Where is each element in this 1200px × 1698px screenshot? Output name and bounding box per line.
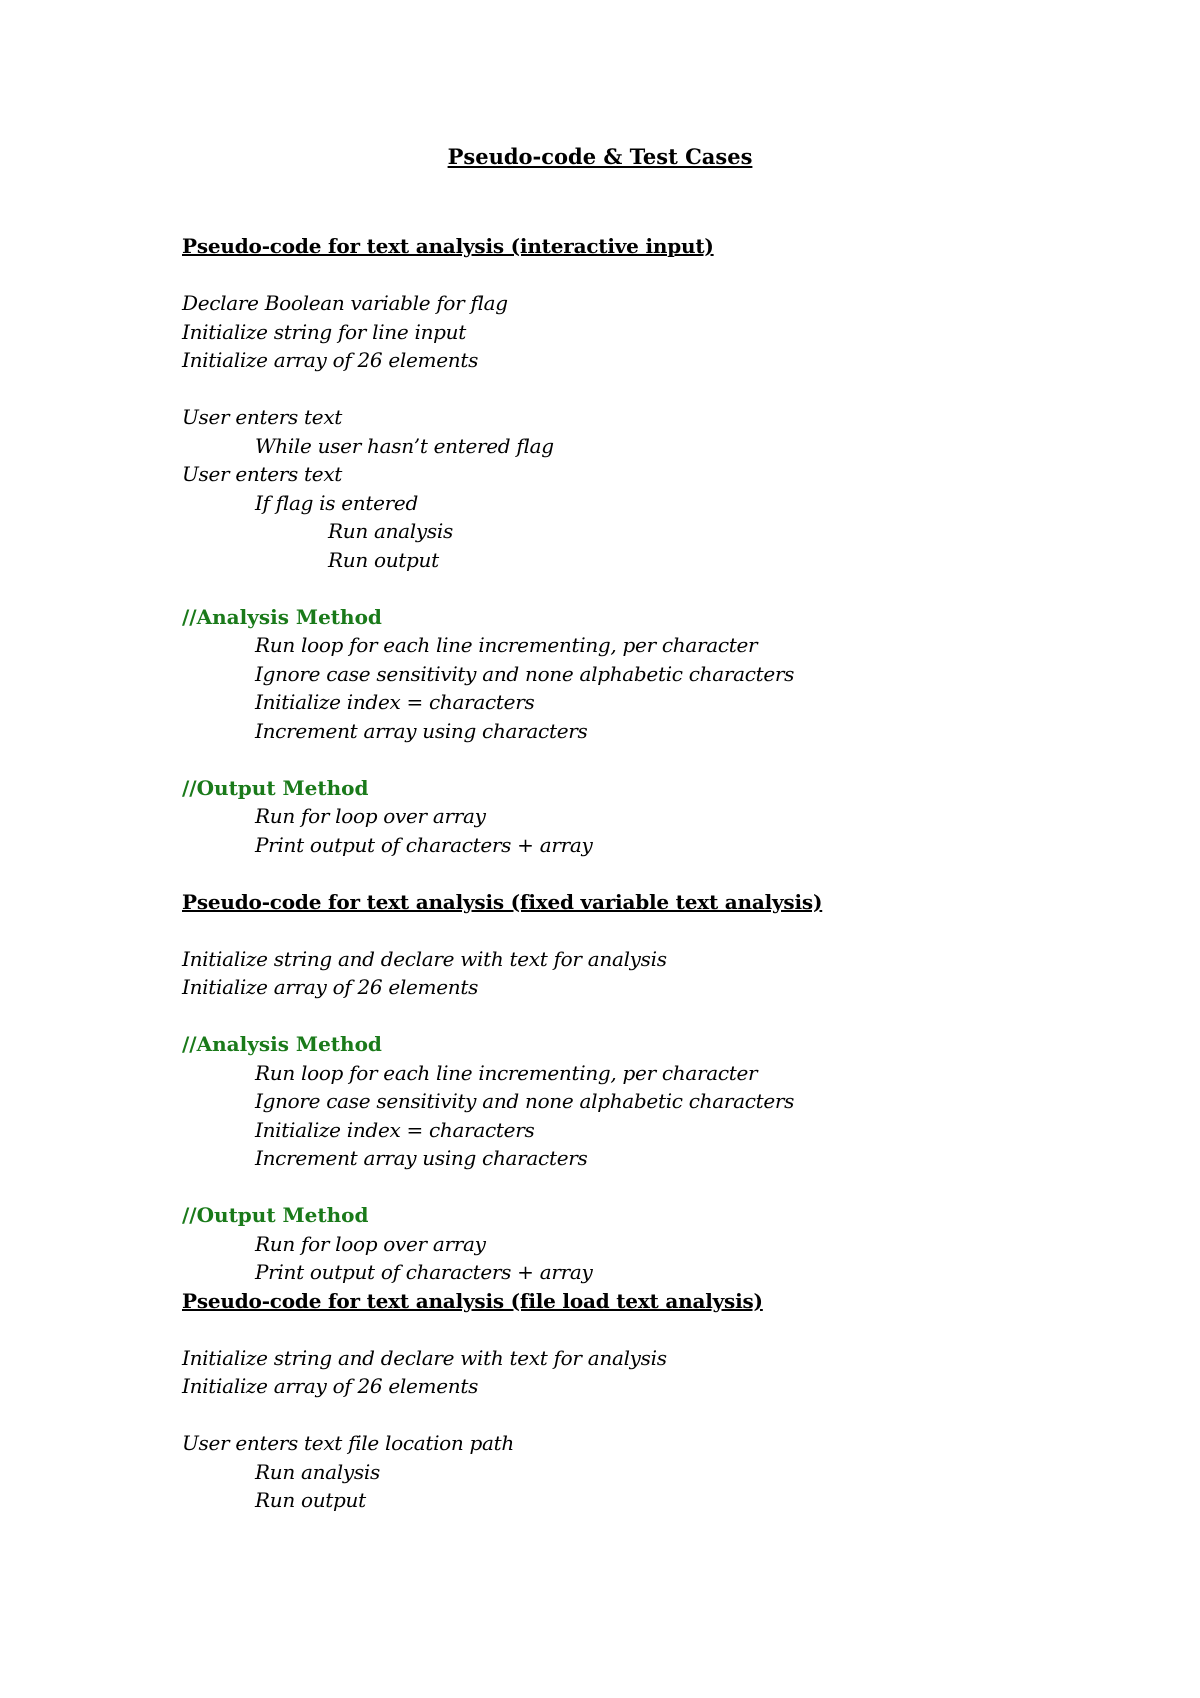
- output-line: Print output of characters + array: [255, 1260, 593, 1284]
- analysis-line: Initialize index = characters: [255, 690, 535, 714]
- spacer: [182, 859, 1082, 888]
- section-heading-file-load: Pseudo-code for text analysis (file load text analysis): [182, 1288, 763, 1313]
- spacer: [182, 745, 1082, 774]
- flow-line: User enters text: [182, 405, 343, 429]
- flow-line: Run output: [255, 1488, 366, 1512]
- spacer: [182, 1002, 1082, 1031]
- flow-line: User enters text file location path: [182, 1431, 515, 1455]
- spacer: [182, 261, 1082, 290]
- setup-line: Declare Boolean variable for flag: [182, 291, 508, 315]
- spacer: [182, 375, 1082, 404]
- section-heading-fixed: Pseudo-code for text analysis (fixed variable text analysis): [182, 889, 823, 914]
- spacer: [182, 1315, 1082, 1344]
- output-line: Print output of characters + array: [255, 832, 593, 857]
- spacer: [182, 1173, 1082, 1202]
- document-title: Pseudo-code & Test Cases: [447, 144, 753, 169]
- output-method-comment: //Output Method: [182, 775, 369, 800]
- flow-line: If flag is entered: [255, 490, 418, 515]
- document-body: [182, 232, 1082, 1515]
- analysis-line: Run loop for each line incrementing, per character: [255, 633, 758, 657]
- analysis-method-comment: //Analysis Method: [182, 1032, 382, 1056]
- spacer: [182, 1401, 1082, 1430]
- analysis-line: Ignore case sensitivity and none alphabetic characters: [255, 1089, 795, 1113]
- section-heading-interactive: Pseudo-code for text analysis (interactive input): [182, 234, 714, 258]
- analysis-line: Increment array using characters: [255, 1146, 588, 1170]
- flow-line: Run analysis: [328, 519, 453, 543]
- flow-line: Run output: [328, 547, 439, 572]
- analysis-line: Increment array using characters: [255, 718, 588, 743]
- analysis-line: Run loop for each line incrementing, per character: [255, 1060, 758, 1085]
- setup-line: Initialize string for line input: [182, 319, 466, 344]
- flow-line: Run analysis: [255, 1459, 380, 1484]
- setup-line: Initialize string and declare with text for analysis: [182, 946, 667, 971]
- setup-line: Initialize array of 26 elements: [182, 348, 479, 372]
- output-method-comment: //Output Method: [182, 1203, 369, 1227]
- setup-line: Initialize array of 26 elements: [182, 1374, 479, 1398]
- output-line: Run for loop over array: [255, 804, 486, 828]
- setup-line: Initialize string and declare with text for analysis: [182, 1345, 667, 1370]
- setup-line: Initialize array of 26 elements: [182, 975, 479, 999]
- analysis-line: Initialize index = characters: [255, 1117, 535, 1142]
- analysis-method-comment: //Analysis Method: [182, 604, 382, 629]
- output-line: Run for loop over array: [255, 1231, 486, 1256]
- flow-line: While user hasn’t entered flag: [255, 433, 554, 458]
- flow-line: User enters text: [182, 462, 343, 486]
- analysis-line: Ignore case sensitivity and none alphabetic characters: [255, 661, 795, 686]
- spacer: [182, 574, 1082, 603]
- spacer: [182, 916, 1082, 945]
